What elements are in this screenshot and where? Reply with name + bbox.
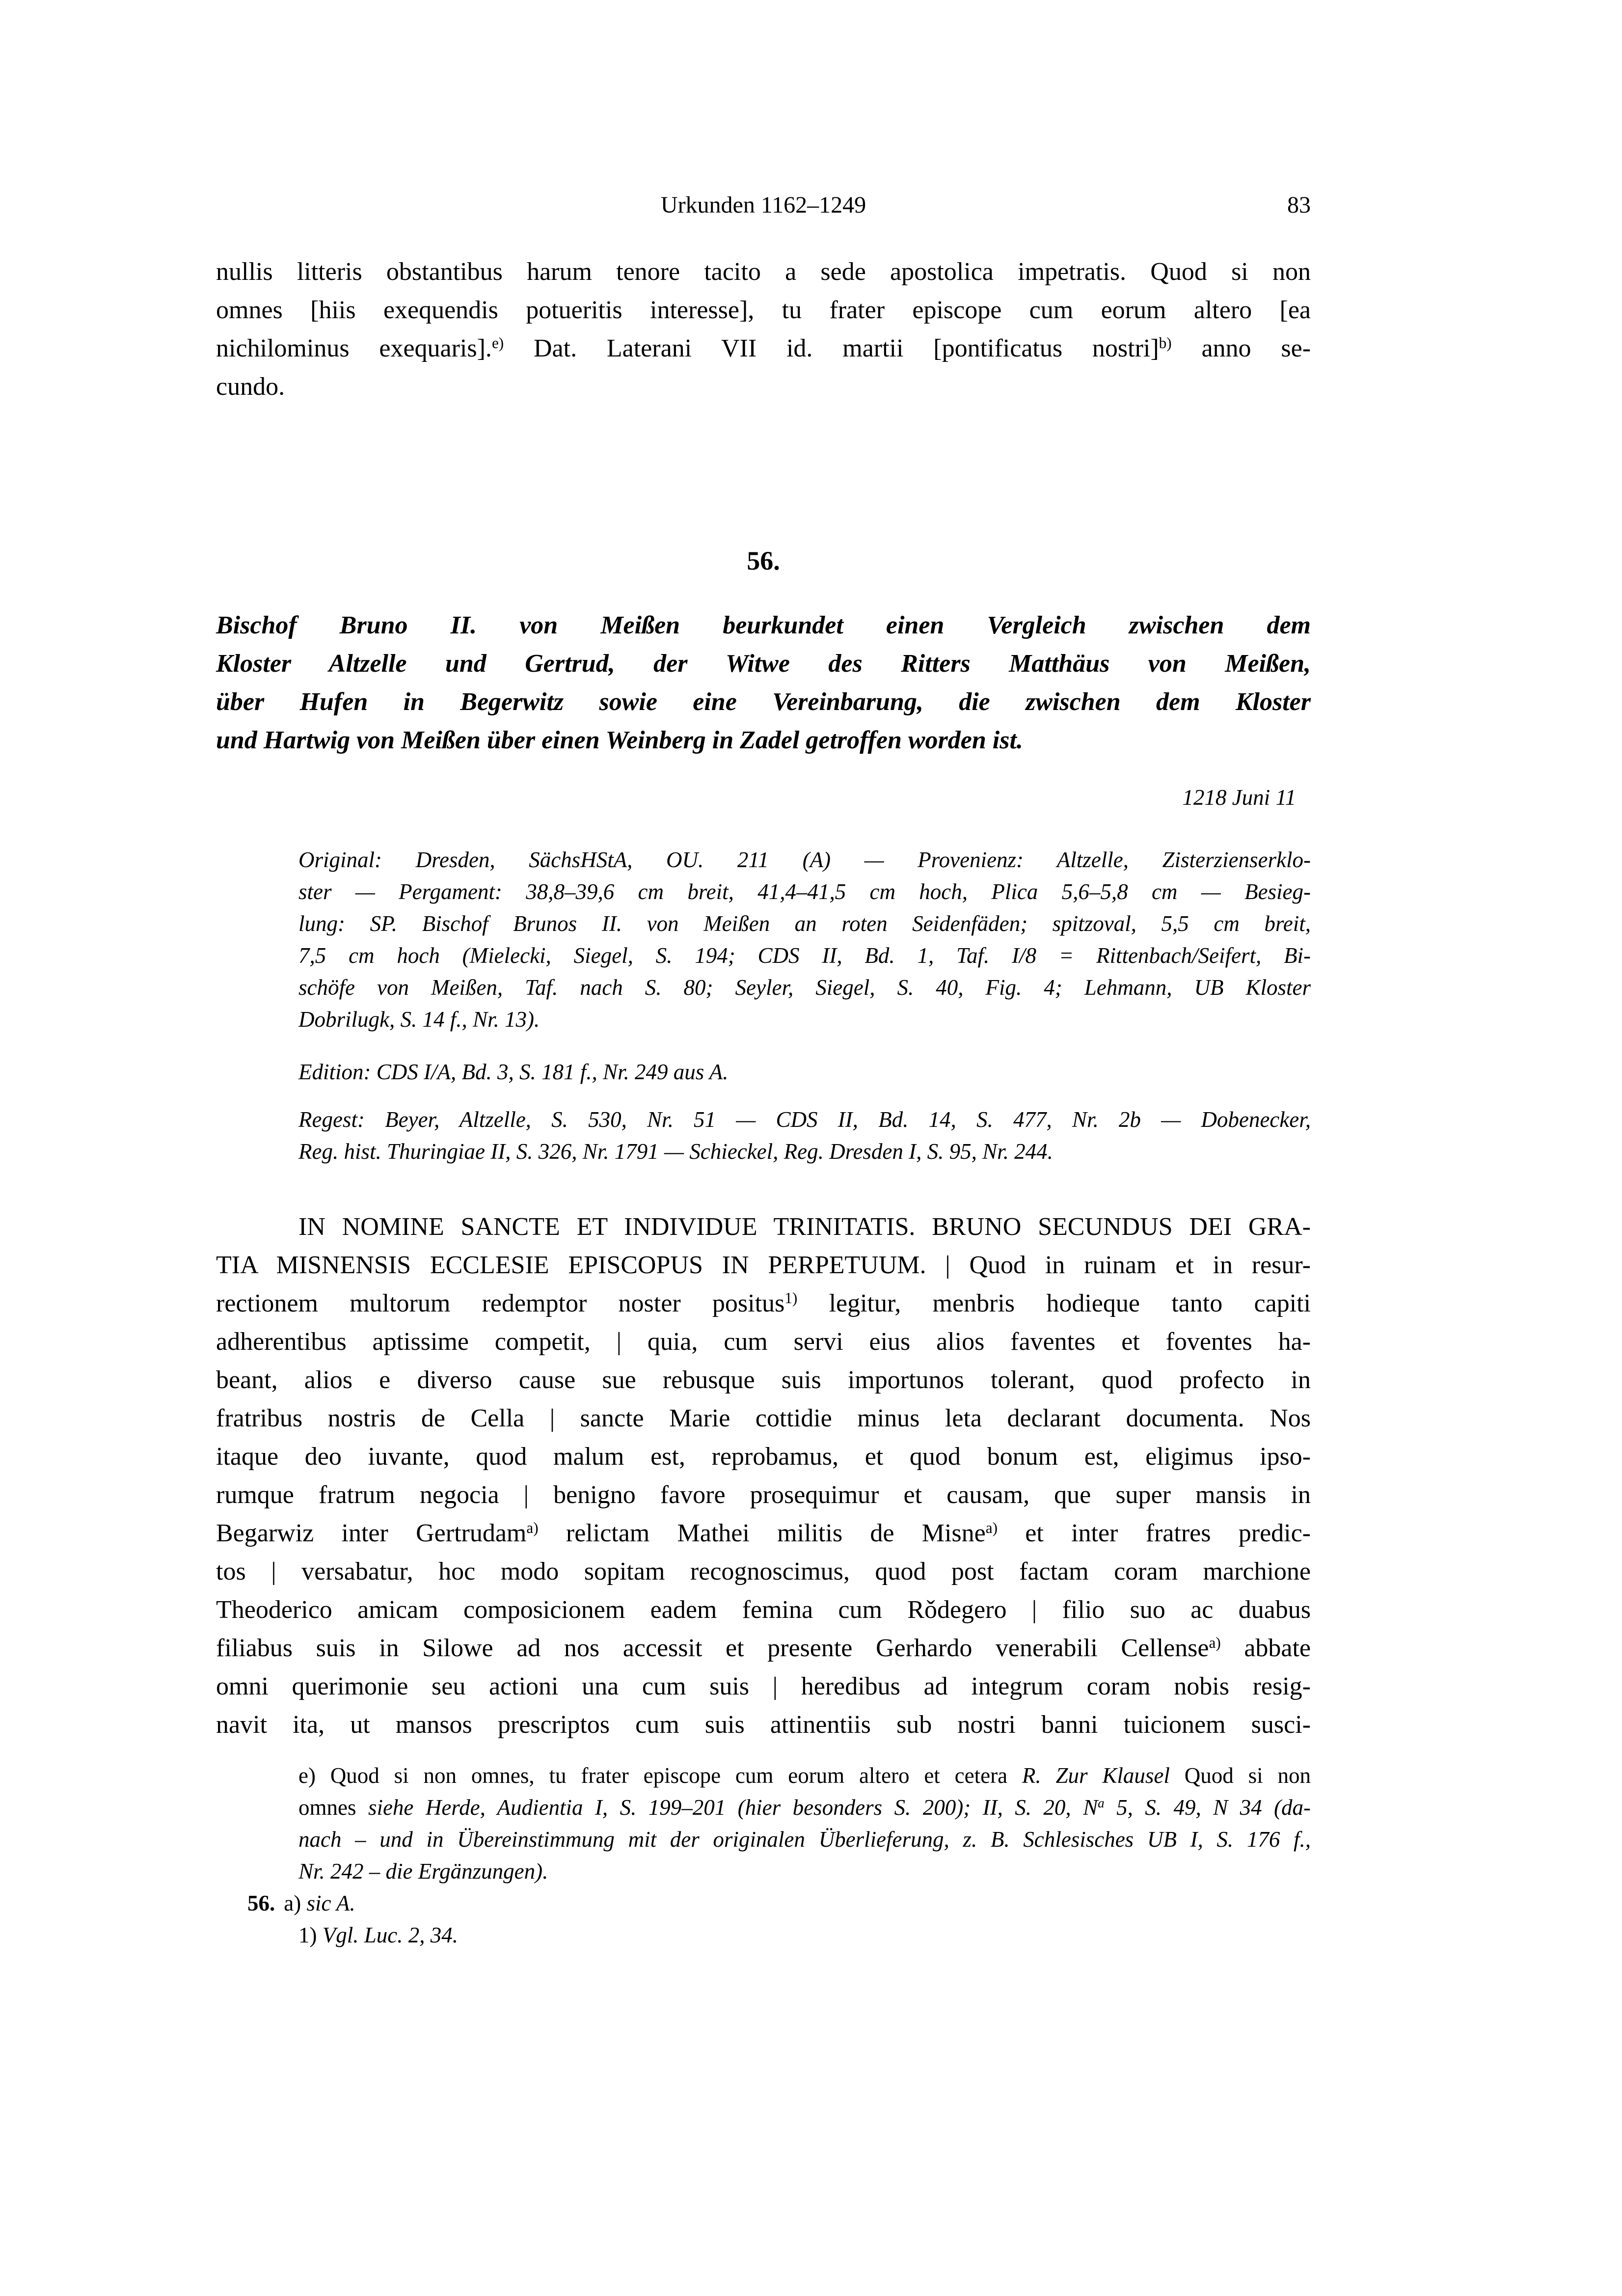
- running-header-title: Urkunden 1162–1249: [660, 192, 866, 218]
- text-line: Begarwiz inter Gertrudam$^{a)}$ relictam Mathei militis de Misne$^{a)}$ et inter fratres predic-: [216, 1519, 1311, 1547]
- text-line: IN NOMINE SANCTE ET INDIVIDUE TRINITATIS. BRUNO SECUNDUS DEI GRA-: [298, 1213, 1311, 1241]
- footnote-56a: [247, 1887, 1311, 1919]
- text-line: Edition: CDS I/A, Bd. 3, S. 181 f., Nr. 249 aus A.: [298, 1060, 729, 1084]
- text-line: omnes siehe Herde, Audientia I, S. 199–201 (hier besonders S. 200); II, S. 20, $N^a$ 5, S. 49, N 34 (da-: [298, 1795, 1311, 1820]
- text-line: Reg. hist. Thuringiae II, S. 326, Nr. 1791 — Schieckel, Reg. Dresden I, S. 95, Nr. 244.: [298, 1139, 1053, 1164]
- text-line: Theoderico amicam composicionem eadem femina cum Rǒdegero | filio suo ac duabus: [216, 1596, 1311, 1624]
- page-content: [216, 0, 1311, 1951]
- continuation-paragraph: [216, 253, 1311, 406]
- text-line: e) Quod si non omnes, tu frater episcope cum eorum altero et cetera R. Zur Klausel Quod si non: [298, 1763, 1311, 1788]
- text-line: Regest: Beyer, Altzelle, S. 530, Nr. 51 — CDS II, Bd. 14, S. 477, Nr. 2b — Dobenecker,: [298, 1107, 1311, 1132]
- text-line: 1) Vgl. Luc. 2, 34.: [298, 1923, 458, 1947]
- text-line: TIA MISNENSIS ECCLESIE EPISCOPUS IN PERPETUUM. | Quod in ruinam et in resur-: [216, 1251, 1311, 1279]
- text-line: tos | versabatur, hoc modo sopitam recognoscimus, quod post factam coram marchione: [216, 1558, 1311, 1585]
- entry-date: 1218 Juni 11: [1182, 785, 1296, 810]
- footnote-e: [298, 1760, 1311, 1887]
- text-line: schöfe von Meißen, Taf. nach S. 80; Seyler, Siegel, S. 40, Fig. 4; Lehmann, UB Kloster: [298, 975, 1311, 1000]
- text-line: navit ita, ut mansos prescriptos cum suis attinentiis sub nostri banni tuicionem susci-: [216, 1711, 1311, 1739]
- text-line: fratribus nostris de Cella | sancte Marie cottidie minus leta declarant documenta. Nos: [216, 1404, 1311, 1432]
- text-line: lung: SP. Bischof Brunos II. von Meißen an roten Seidenfäden; spitzoval, 5,5 cm breit,: [298, 911, 1311, 936]
- page-number: 83: [1287, 192, 1311, 218]
- text-line: adherentibus aptissime competit, | quia, cum servi eius alios faventes et foventes ha-: [216, 1328, 1311, 1356]
- text-line: Original: Dresden, SächsHStA, OU. 211 (A) — Provenienz: Altzelle, Zisterzienserklo-: [298, 847, 1311, 872]
- footnote-area: [216, 1760, 1311, 1951]
- footnote-1: [298, 1919, 1311, 1951]
- text-line: rumque fratrum negocia | benigno favore prosequimur et causam, que super mansis in: [216, 1481, 1311, 1509]
- text-line: ster — Pergament: 38,8–39,6 cm breit, 41,4–41,5 cm hoch, Plica 5,6–5,8 cm — Besieg-: [298, 879, 1311, 904]
- text-line: Dobrilugk, S. 14 f., Nr. 13).: [298, 1007, 540, 1032]
- text-line: Bischof Bruno II. von Meißen beurkundet einen Vergleich zwischen dem: [216, 611, 1311, 639]
- entry-number: 56.: [747, 546, 780, 575]
- regest-paragraph: [298, 1104, 1311, 1168]
- edition-paragraph: [298, 1056, 1311, 1088]
- text-line: nichilominus exequaris].$^{e)}$ Dat. Laterani VII id. martii [pontificatus nostri]$^{b)}$ anno se-: [216, 334, 1311, 362]
- text-line: Nr. 242 – die Ergänzungen).: [298, 1859, 548, 1884]
- text-line: rectionem multorum redemptor noster positus$^{1)}$ legitur, menbris hodieque tanto capiti: [216, 1289, 1311, 1317]
- text-line: und Hartwig von Meißen über einen Weinberg in Zadel getroffen worden ist.: [216, 726, 1023, 754]
- text-line: omni querimonie seu actioni una cum suis | heredibus ad integrum coram nobis resig-: [216, 1672, 1311, 1700]
- charter-text: [216, 1208, 1311, 1744]
- text-line: filiabus suis in Silowe ad nos accessit et presente Gerhardo venerabili Cellense$^{a)}$ abbate: [216, 1634, 1311, 1662]
- text-line: cundo.: [216, 373, 285, 401]
- text-line: 7,5 cm hoch (Mielecki, Siegel, S. 194; CDS II, Bd. 1, Taf. I/8 = Rittenbach/Seifert, Bi-: [298, 943, 1311, 968]
- entry-regest-heading: [216, 606, 1311, 760]
- running-header: [216, 191, 1311, 220]
- text-line: Kloster Altzelle und Gertrud, der Witwe des Ritters Matthäus von Meißen,: [216, 650, 1311, 678]
- text-line: über Hufen in Begerwitz sowie eine Vereinbarung, die zwischen dem Kloster: [216, 688, 1311, 716]
- text-line: nullis litteris obstantibus harum tenore tacito a sede apostolica impetratis. Quod si non: [216, 258, 1311, 286]
- provenance-paragraph: [298, 844, 1311, 1036]
- text-line: beant, alios e diverso cause sue rebusque suis importunos tolerant, quod profecto in: [216, 1366, 1311, 1394]
- text-line: omnes [hiis exequendis potueritis interesse], tu frater episcope cum eorum altero [ea: [216, 296, 1311, 324]
- text-line: itaque deo iuvante, quod malum est, reprobamus, et quod bonum est, eligimus ipso-: [216, 1443, 1311, 1471]
- text-line: nach – und in Übereinstimmung mit der originalen Überlieferung, z. B. Schlesisches UB I, S. 176 f.,: [298, 1827, 1311, 1852]
- text-line: 56. a) sic A.: [247, 1891, 355, 1915]
